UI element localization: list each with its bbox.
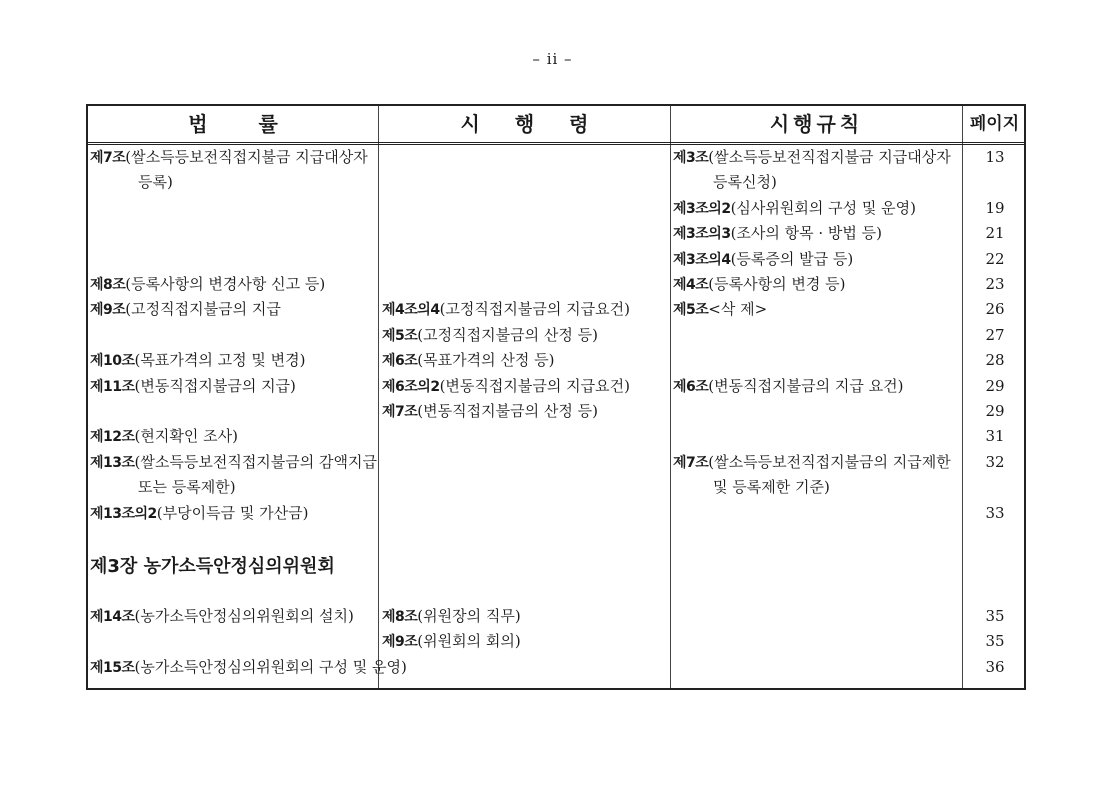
article-number: 제5조 (382, 327, 418, 344)
law-entry (90, 145, 368, 170)
article-number: 제3조 (673, 150, 709, 166)
rule-entry (673, 297, 767, 322)
article-title: 및 등록제한 기준) (713, 478, 830, 497)
article-title: (등록사항의 변경 등) (708, 275, 846, 293)
page-ref: 27 (985, 325, 1005, 344)
article-number: 제14조 (90, 609, 135, 625)
decree-entry (382, 629, 521, 654)
header-decree: 시 행 령 (460, 112, 603, 136)
header-rule-col: 시행규칙 (769, 112, 864, 136)
rule-entry (673, 450, 951, 475)
law-entry (90, 604, 354, 629)
decree-entry (382, 323, 598, 348)
header-page: 페이지 (969, 114, 1020, 134)
law-entry (90, 655, 407, 680)
rule-entry (713, 170, 777, 195)
article-number: 제13조 (90, 454, 135, 471)
article-title: (심사위원회의 구성 및 운영) (730, 198, 916, 217)
page-ref: 29 (985, 402, 1005, 420)
decree-entry (382, 297, 630, 322)
article-title: (등록증의 발급 등) (730, 249, 854, 268)
article-number: 제13조의2 (90, 505, 157, 522)
article-title: (목표가격의 산정 등) (417, 351, 555, 370)
article-title: (등록사항의 변경사항 신고 등) (125, 275, 326, 293)
rule-entry (673, 272, 845, 297)
page-ref: 13 (985, 148, 1005, 166)
rule-entry (673, 196, 916, 221)
page-ref: 29 (985, 376, 1005, 395)
law-entry (90, 450, 377, 475)
page-ref: 32 (985, 452, 1005, 471)
page-ref: 23 (985, 275, 1005, 293)
article-title: 또는 등록제한) (138, 478, 236, 497)
law-entry (90, 272, 325, 297)
page-ref: 21 (985, 224, 1005, 243)
article-title: (위원장의 직무) (417, 607, 521, 625)
article-title: <삭 제> (708, 300, 768, 319)
article-number: 제10조 (90, 353, 135, 370)
decree-entry (382, 374, 630, 399)
article-title: (변동직접지불금의 산정 등) (417, 402, 598, 420)
law-entry (90, 374, 296, 399)
article-number: 제8조 (90, 277, 126, 293)
article-number: 제6조의2 (382, 378, 440, 395)
article-title: (농가소득안정심의위원회의 설치) (134, 607, 354, 625)
law-entry (90, 501, 308, 526)
article-number: 제7조 (382, 404, 418, 420)
rule-entry (673, 247, 853, 272)
law-entry (90, 424, 238, 449)
law-entry (90, 348, 305, 373)
chapter-heading: 제3장 농가소득안정심의위원회 (90, 556, 335, 577)
article-title: (농가소득안정심의위원회의 구성 및 운영) (134, 657, 407, 676)
article-title: (쌀소득등보전직접지불금 지급대상자 (125, 148, 368, 166)
article-title: (변동직접지불금의 지급) (134, 376, 296, 395)
article-number: 제11조 (90, 378, 135, 395)
article-title: 등록신청) (713, 173, 777, 192)
article-number: 제3조의4 (673, 251, 731, 268)
article-title: (고정직접지불금의 산정 등) (417, 325, 598, 344)
article-title: 등록) (138, 173, 173, 192)
article-number: 제3조의3 (673, 226, 731, 243)
page-ref: 28 (985, 351, 1005, 370)
decree-entry (382, 399, 598, 424)
article-title: (목표가격의 고정 및 변경) (134, 351, 306, 370)
page-ref: 35 (985, 632, 1005, 651)
article-number: 제4조의4 (382, 302, 440, 319)
column-divider (378, 106, 379, 688)
page-ref: 19 (985, 198, 1005, 217)
article-title: (쌀소득등보전직접지불금의 감액지급 (134, 452, 377, 471)
page-ref: 31 (985, 427, 1005, 446)
header-law: 법 률 (188, 112, 300, 136)
article-title: (변동직접지불금의 지급 요건) (708, 376, 904, 395)
rule-entry (673, 374, 903, 399)
article-title: (쌀소득등보전직접지불금의 지급제한 (708, 452, 951, 471)
article-number: 제9조 (90, 302, 126, 319)
page-ref: 33 (985, 503, 1005, 522)
article-title: (부당이득금 및 가산금) (156, 503, 309, 522)
article-number: 제12조 (90, 429, 135, 446)
article-title: (조사의 항목 · 방법 등) (730, 224, 883, 243)
page-ref: 22 (985, 249, 1005, 268)
article-number: 제4조 (673, 277, 709, 293)
law-entry (138, 475, 236, 500)
index-table (86, 104, 1026, 690)
law-entry (138, 170, 173, 195)
rule-entry (673, 145, 951, 170)
article-number: 제8조 (382, 609, 418, 625)
rule-entry (673, 221, 882, 246)
decree-entry (382, 604, 521, 629)
article-number: 제9조 (382, 634, 418, 651)
column-divider (670, 106, 671, 688)
article-number: 제6조 (382, 353, 418, 370)
article-title: (고정직접지불금의 지급 (125, 300, 281, 319)
page-ref: 26 (985, 300, 1005, 319)
law-entry (90, 297, 281, 322)
article-title: (쌀소득등보전직접지불금 지급대상자 (708, 148, 951, 166)
article-number: 제5조 (673, 302, 709, 319)
article-number: 제3조의2 (673, 200, 731, 217)
article-number: 제7조 (90, 150, 126, 166)
rule-entry (713, 475, 830, 500)
decree-entry (382, 348, 554, 373)
article-title: (변동직접지불금의 지급요건) (439, 376, 630, 395)
page-ref: 35 (985, 607, 1005, 625)
article-number: 제15조 (90, 659, 135, 676)
article-title: (고정직접지불금의 지급요건) (439, 300, 630, 319)
article-title: (위원회의 회의) (417, 632, 521, 651)
article-title: (현지확인 조사) (134, 427, 238, 446)
article-number: 제6조 (673, 378, 709, 395)
page-ref: 36 (985, 657, 1005, 676)
article-number: 제7조 (673, 454, 709, 471)
page-number: – ii – (532, 50, 573, 68)
